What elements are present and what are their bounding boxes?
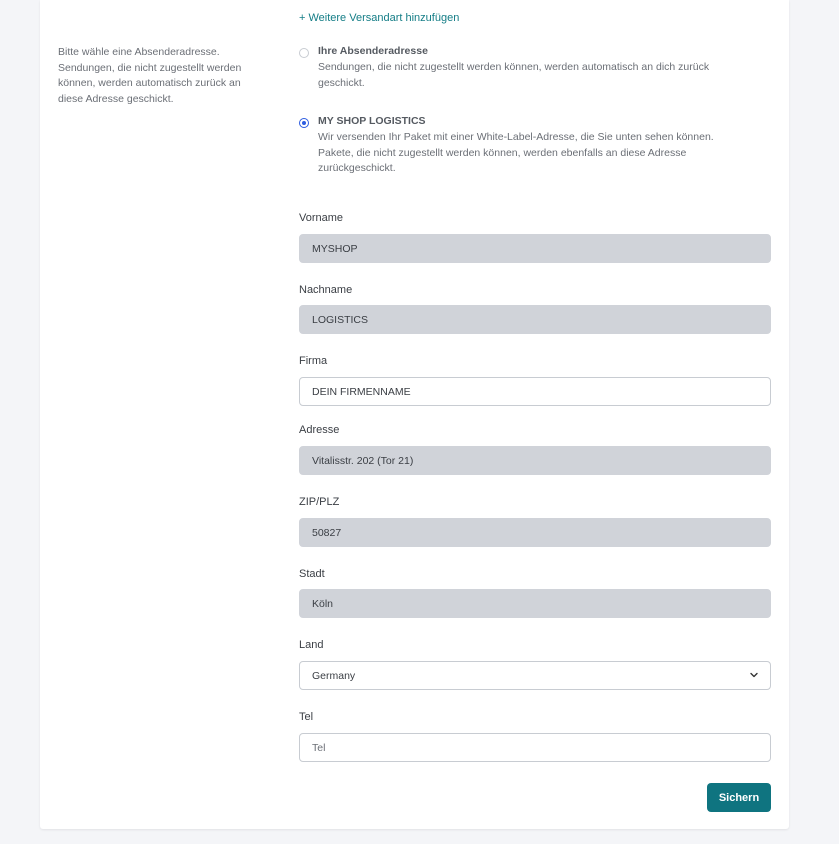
- radio-white-label-address[interactable]: [299, 118, 309, 128]
- land-selected-value: Germany: [312, 669, 356, 682]
- land-select[interactable]: [299, 661, 771, 690]
- stadt-label: Stadt: [299, 568, 325, 580]
- stadt-field: Köln: [299, 589, 771, 618]
- option-white-label-address[interactable]: [299, 115, 759, 177]
- nachname-label: Nachname: [299, 284, 353, 296]
- save-button[interactable]: Sichern: [707, 783, 771, 812]
- firma-input[interactable]: DEIN FIRMENNAME: [299, 377, 771, 406]
- settings-card: [40, 0, 789, 829]
- option-title: MY SHOP LOGISTICS: [318, 115, 426, 127]
- option-title: Ihre Absenderadresse: [318, 45, 428, 57]
- adresse-label: Adresse: [299, 424, 340, 436]
- plz-field: 50827: [299, 518, 771, 547]
- land-label: Land: [299, 639, 324, 651]
- nachname-field: LOGISTICS: [299, 305, 771, 334]
- adresse-field: Vitalisstr. 202 (Tor 21): [299, 446, 771, 475]
- vorname-label: Vorname: [299, 212, 344, 224]
- option-description: Sendungen, die nicht zugestellt werden können, werden automatisch an dich zurück geschickt.: [318, 61, 710, 89]
- firma-label: Firma: [299, 355, 328, 367]
- plz-label: ZIP/PLZ: [299, 496, 340, 508]
- chevron-down-icon: [750, 671, 758, 679]
- add-shipping-method-link[interactable]: + Weitere Versandart hinzufügen: [299, 12, 460, 24]
- tel-input[interactable]: Tel: [299, 733, 771, 762]
- radio-own-sender-address[interactable]: [299, 48, 309, 58]
- vorname-field: MYSHOP: [299, 234, 771, 263]
- option-own-sender-address[interactable]: [299, 45, 759, 95]
- tel-label: Tel: [299, 711, 314, 723]
- sender-address-help-text: Bitte wähle eine Absenderadresse. Sendungen, die nicht zugestellt werden können, werden automatisch zurück an diese Adresse geschickt.: [58, 46, 242, 105]
- option-description: Wir versenden Ihr Paket mit einer White-Label-Adresse, die Sie unten sehen können. Pakete, die nicht zugestellt werden können, werden ebenfalls an diese Adresse zurückgeschickt.: [318, 131, 714, 174]
